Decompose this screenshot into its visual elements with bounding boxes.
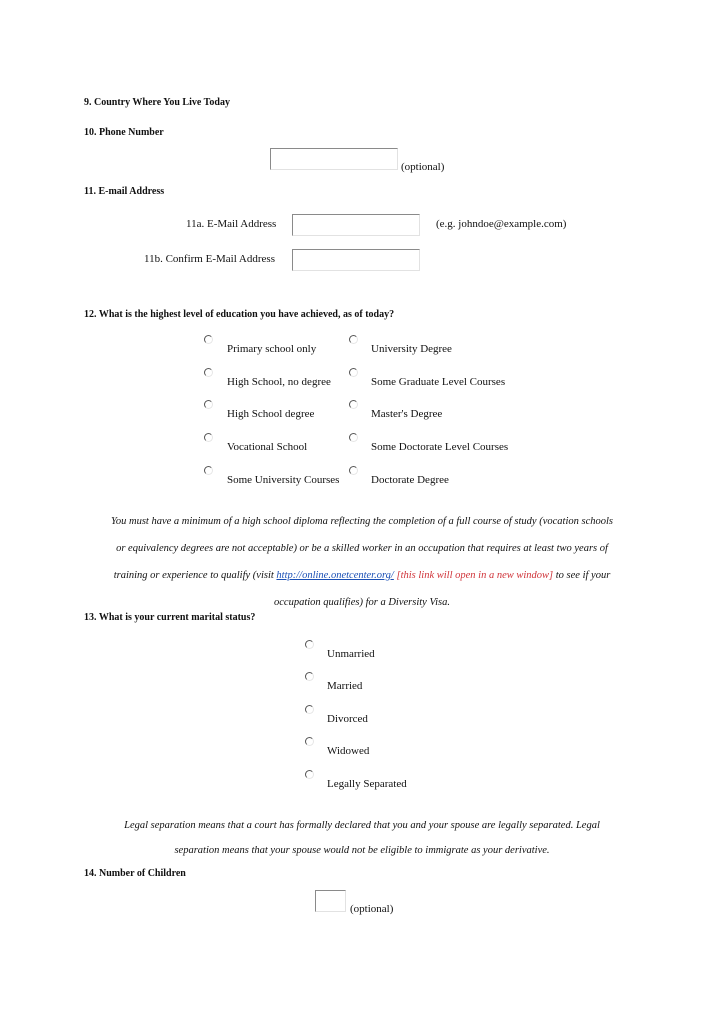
onetcenter-link[interactable]: http://online.onetcenter.org/: [276, 570, 394, 581]
confirm-email-label: 11b. Confirm E-Mail Address: [144, 253, 275, 265]
education-radio[interactable]: [204, 466, 213, 475]
education-option-label: Vocational School: [227, 441, 308, 453]
education-option-label: Some University Courses: [227, 474, 340, 486]
education-radio[interactable]: [204, 368, 213, 377]
marital-radio[interactable]: [305, 770, 314, 779]
education-radio[interactable]: [349, 335, 358, 344]
children-count-field[interactable]: [315, 890, 346, 912]
note-line: You must have a minimum of a high school diploma reflecting the completion of a full course of study (vocation schools: [110, 516, 613, 527]
children-optional-label: (optional): [350, 903, 394, 915]
email-field[interactable]: [292, 214, 420, 236]
marital-option-label: Unmarried: [327, 648, 375, 660]
note-line: [60, 562, 664, 589]
phone-optional-label: (optional): [401, 161, 445, 173]
q14-label: 14. Number of Children: [84, 868, 186, 879]
note-line: separation means that your spouse would not be eligible to immigrate as your derivative.: [174, 845, 550, 856]
education-option-label: University Degree: [371, 343, 452, 355]
confirm-email-field[interactable]: [292, 249, 420, 271]
education-radio[interactable]: [349, 466, 358, 475]
marital-option-label: Widowed: [327, 745, 370, 757]
q10-label: 10. Phone Number: [84, 127, 164, 138]
education-option-label: Some Graduate Level Courses: [371, 376, 506, 388]
education-requirement-note: [60, 508, 664, 616]
email-label: 11a. E-Mail Address: [186, 218, 277, 230]
education-radio[interactable]: [204, 335, 213, 344]
q12-label: 12. What is the highest level of education you have achieved, as of today?: [84, 309, 395, 320]
education-radio[interactable]: [349, 368, 358, 377]
email-hint: (e.g. johndoe@example.com): [436, 218, 567, 230]
note-line: occupation qualifies) for a Diversity Visa.: [274, 597, 450, 608]
education-option-label: Master's Degree: [371, 408, 443, 420]
marital-option-label: Divorced: [327, 713, 368, 725]
note-text: training or experience to qualify (visit: [113, 570, 277, 581]
education-option-label: High School degree: [227, 408, 315, 420]
marital-radio[interactable]: [305, 705, 314, 714]
note-text: to see if your: [553, 570, 611, 581]
marital-radio[interactable]: [305, 737, 314, 746]
education-option-label: Doctorate Degree: [371, 474, 449, 486]
education-option-label: Some Doctorate Level Courses: [371, 441, 509, 453]
education-radio[interactable]: [204, 433, 213, 442]
education-radio[interactable]: [349, 400, 358, 409]
education-option-label: High School, no degree: [227, 376, 331, 388]
marital-option-label: Legally Separated: [327, 778, 407, 790]
phone-number-field[interactable]: [270, 148, 398, 170]
q13-label: 13. What is your current marital status?: [84, 612, 256, 623]
marital-option-label: Married: [327, 680, 363, 692]
education-radio[interactable]: [349, 433, 358, 442]
marital-radio[interactable]: [305, 640, 314, 649]
marital-radio[interactable]: [305, 672, 314, 681]
q11-label: 11. E-mail Address: [84, 186, 165, 197]
legal-separation-note: [60, 813, 664, 863]
note-line: or equivalency degrees are not acceptable) or be a skilled worker in an occupation that requires at least two years of: [116, 543, 608, 554]
q9-label: 9. Country Where You Live Today: [84, 97, 230, 108]
note-line: Legal separation means that a court has formally declared that you and your spouse are legally separated. Legal: [124, 820, 600, 831]
education-option-label: Primary school only: [227, 343, 317, 355]
new-window-notice: [this link will open in a new window]: [393, 570, 554, 581]
education-radio[interactable]: [204, 400, 213, 409]
